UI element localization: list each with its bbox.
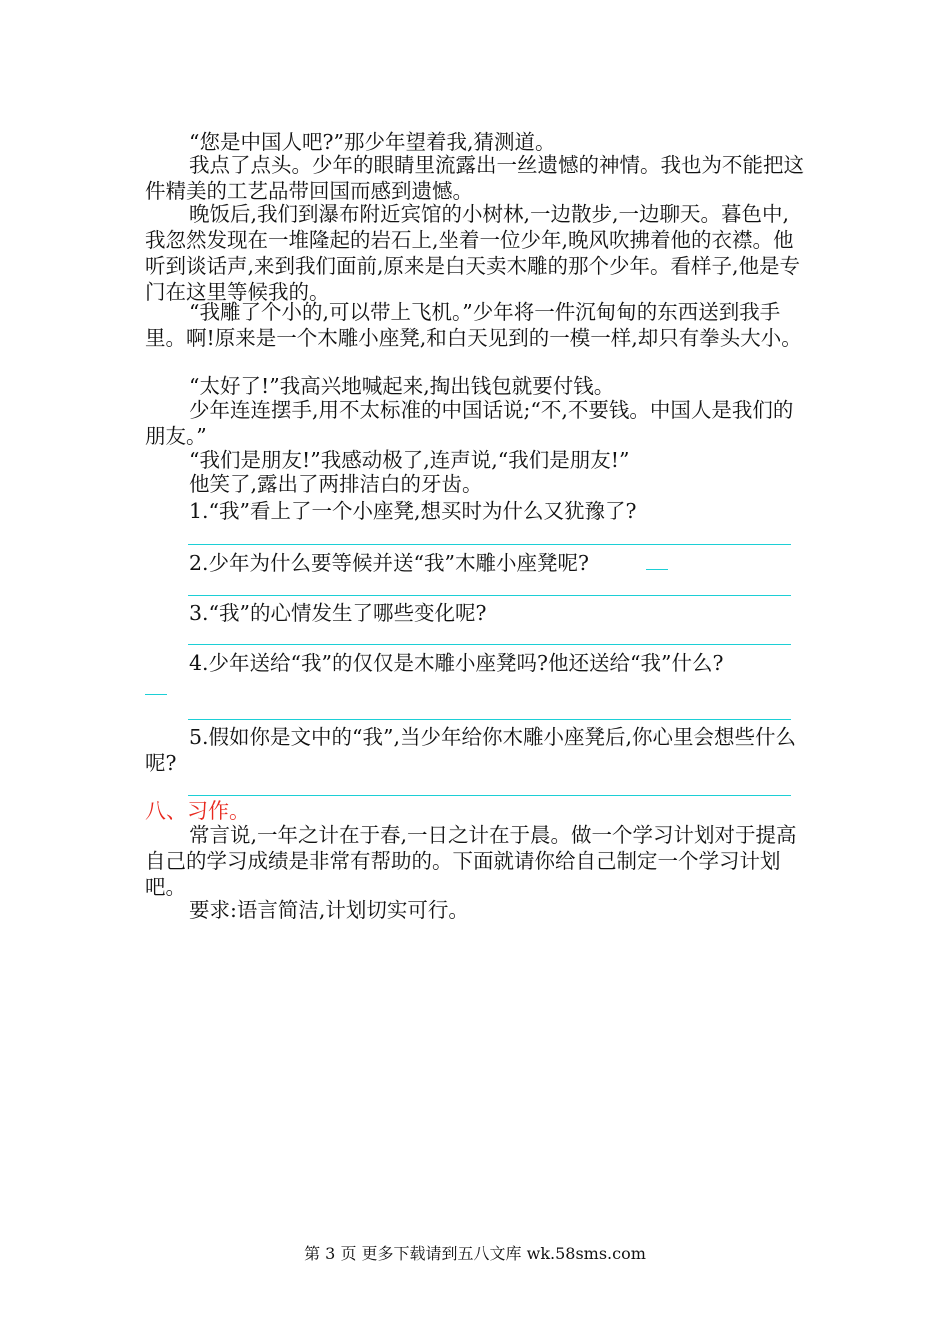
passage-paragraph-2: 我点了点头。少年的眼睛里流露出一丝遗憾的神情。我也为不能把这件精美的工艺品带回国而感到遗憾。 [145,153,804,203]
answer-blank-4[interactable] [145,694,167,695]
question-3: 3.“我”的心情发生了哪些变化呢? [189,601,487,625]
question-2: 2.少年为什么要等候并送“我”木雕小座凳呢? [189,551,590,575]
answer-blank-2[interactable] [646,569,668,570]
passage-paragraph-5: “太好了!”我高兴地喊起来,掏出钱包就要付钱。 [189,374,615,398]
answer-line-1[interactable] [188,544,791,545]
answer-line-2[interactable] [188,595,791,596]
page-footer: 第 3 页 更多下载请到五八文库 wk.58sms.com [304,1244,646,1263]
answer-line-3[interactable] [188,644,791,645]
section-8-requirement: 要求:语言简洁,计划切实可行。 [189,898,469,922]
answer-line-4[interactable] [188,719,791,720]
passage-paragraph-3: 晚饭后,我们到瀑布附近宾馆的小树林,一边散步,一边聊天。暮色中,我忽然发现在一堆隆起的岩石上,坐着一位少年,晚风吹拂着他的衣襟。他听到谈话声,来到我们面前,原来是白天卖木雕的那个少年。看样子,他是专门在这里等候我的。 [145,202,801,304]
section-8-heading: 八、习作。 [145,799,250,823]
passage-paragraph-8: 他笑了,露出了两排洁白的牙齿。 [189,472,483,496]
passage-paragraph-4: “我雕了个小的,可以带上飞机。”少年将一件沉甸甸的东西送到我手里。啊!原来是一个木雕小座凳,和白天见到的一模一样,却只有拳头大小。 [145,300,802,350]
passage-paragraph-1: “您是中国人吧?”那少年望着我,猜测道。 [189,130,556,154]
passage-paragraph-6: 少年连连摆手,用不太标准的中国话说;“不,不要钱。中国人是我们的朋友。” [145,398,794,448]
answer-line-5[interactable] [188,795,791,796]
question-4: 4.少年送给“我”的仅仅是木雕小座凳吗?他还送给“我”什么? [189,651,724,675]
question-1: 1.“我”看上了一个小座凳,想买时为什么又犹豫了? [189,499,637,523]
passage-paragraph-7: “我们是朋友!”我感动极了,连声说,“我们是朋友!” [189,448,630,472]
section-8-paragraph: 常言说,一年之计在于春,一日之计在于晨。做一个学习计划对于提高自己的学习成绩是非常有帮助的。下面就请你给自己制定一个学习计划吧。 [145,823,797,899]
question-5: 5.假如你是文中的“我”,当少年给你木雕小座凳后,你心里会想些什么呢? [145,725,797,775]
